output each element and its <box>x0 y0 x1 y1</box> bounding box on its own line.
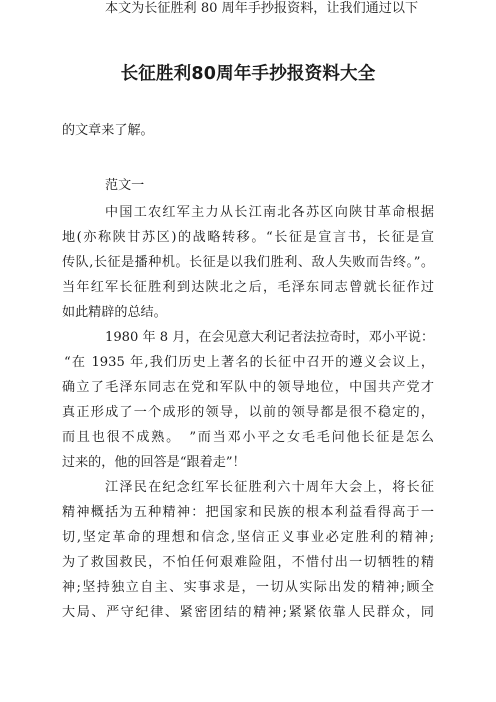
document-title: 长征胜利80周年手抄报资料大全 <box>120 64 376 84</box>
paragraph-1-line-5: 如此精辟的总结。 <box>62 305 167 320</box>
paragraph-3-line-1: 江泽民在纪念红军长征胜利六十周年大会上，将长征 <box>105 480 434 495</box>
paragraph-2-line-6: 过来的，他的回答是“跟着走”！ <box>62 455 246 470</box>
paragraph-2-line-2: “在 1935 年,我们历史上著名的长征中召开的遵义会议上， <box>64 355 434 370</box>
paragraph-2-line-3: 确立了毛泽东同志在党和军队中的领导地位，中国共产党才 <box>62 380 434 395</box>
paragraph-1-line-3: 传队,长征是播种机。长征是以我们胜利、敌人失败而告终。”。 <box>62 255 434 270</box>
paragraph-3-line-5: 神;坚持独立自主、实事求是，一切从实际出发的精神;顾全 <box>62 580 434 595</box>
paragraph-2-line-1: 1980 年 8 月，在会见意大利记者法拉奇时，邓小平说： <box>105 330 435 345</box>
intro-line-2: 的文章来了解。 <box>62 123 154 138</box>
paragraph-3-line-3: 切,坚定革命的理想和信念,坚信正义事业必定胜利的精神; <box>62 530 434 545</box>
paragraph-3-line-6: 大局、严守纪律、紧密团结的精神;紧紧依靠人民群众，同 <box>62 605 434 620</box>
paragraph-1-line-2: 地(亦称陕甘苏区)的战略转移。“长征是宣言书，长征是宣 <box>62 230 434 245</box>
paragraph-1-line-4: 当年红军长征胜利到达陕北之后，毛泽东同志曾就长征作过 <box>62 280 434 295</box>
paragraph-2-line-5: 而且也很不成熟。 ”而当邓小平之女毛毛问他长征是怎么 <box>62 430 434 445</box>
paragraph-1-line-1: 中国工农红军主力从长江南北各苏区向陕甘革命根据 <box>105 205 434 220</box>
paragraph-2-line-4: 真正形成了一个成形的领导，以前的领导都是很不稳定的， <box>62 405 434 420</box>
section-heading: 范文一 <box>105 178 145 193</box>
paragraph-3-line-4: 为了救国救民，不怕任何艰难险阻，不惜付出一切牺牲的精 <box>62 555 434 570</box>
intro-line-1: 本文为长征胜利 80 周年手抄报资料，让我们通过以下 <box>105 1 419 16</box>
paragraph-3-line-2: 精神概括为五种精神：把国家和民族的根本利益看得高于一 <box>62 505 434 520</box>
